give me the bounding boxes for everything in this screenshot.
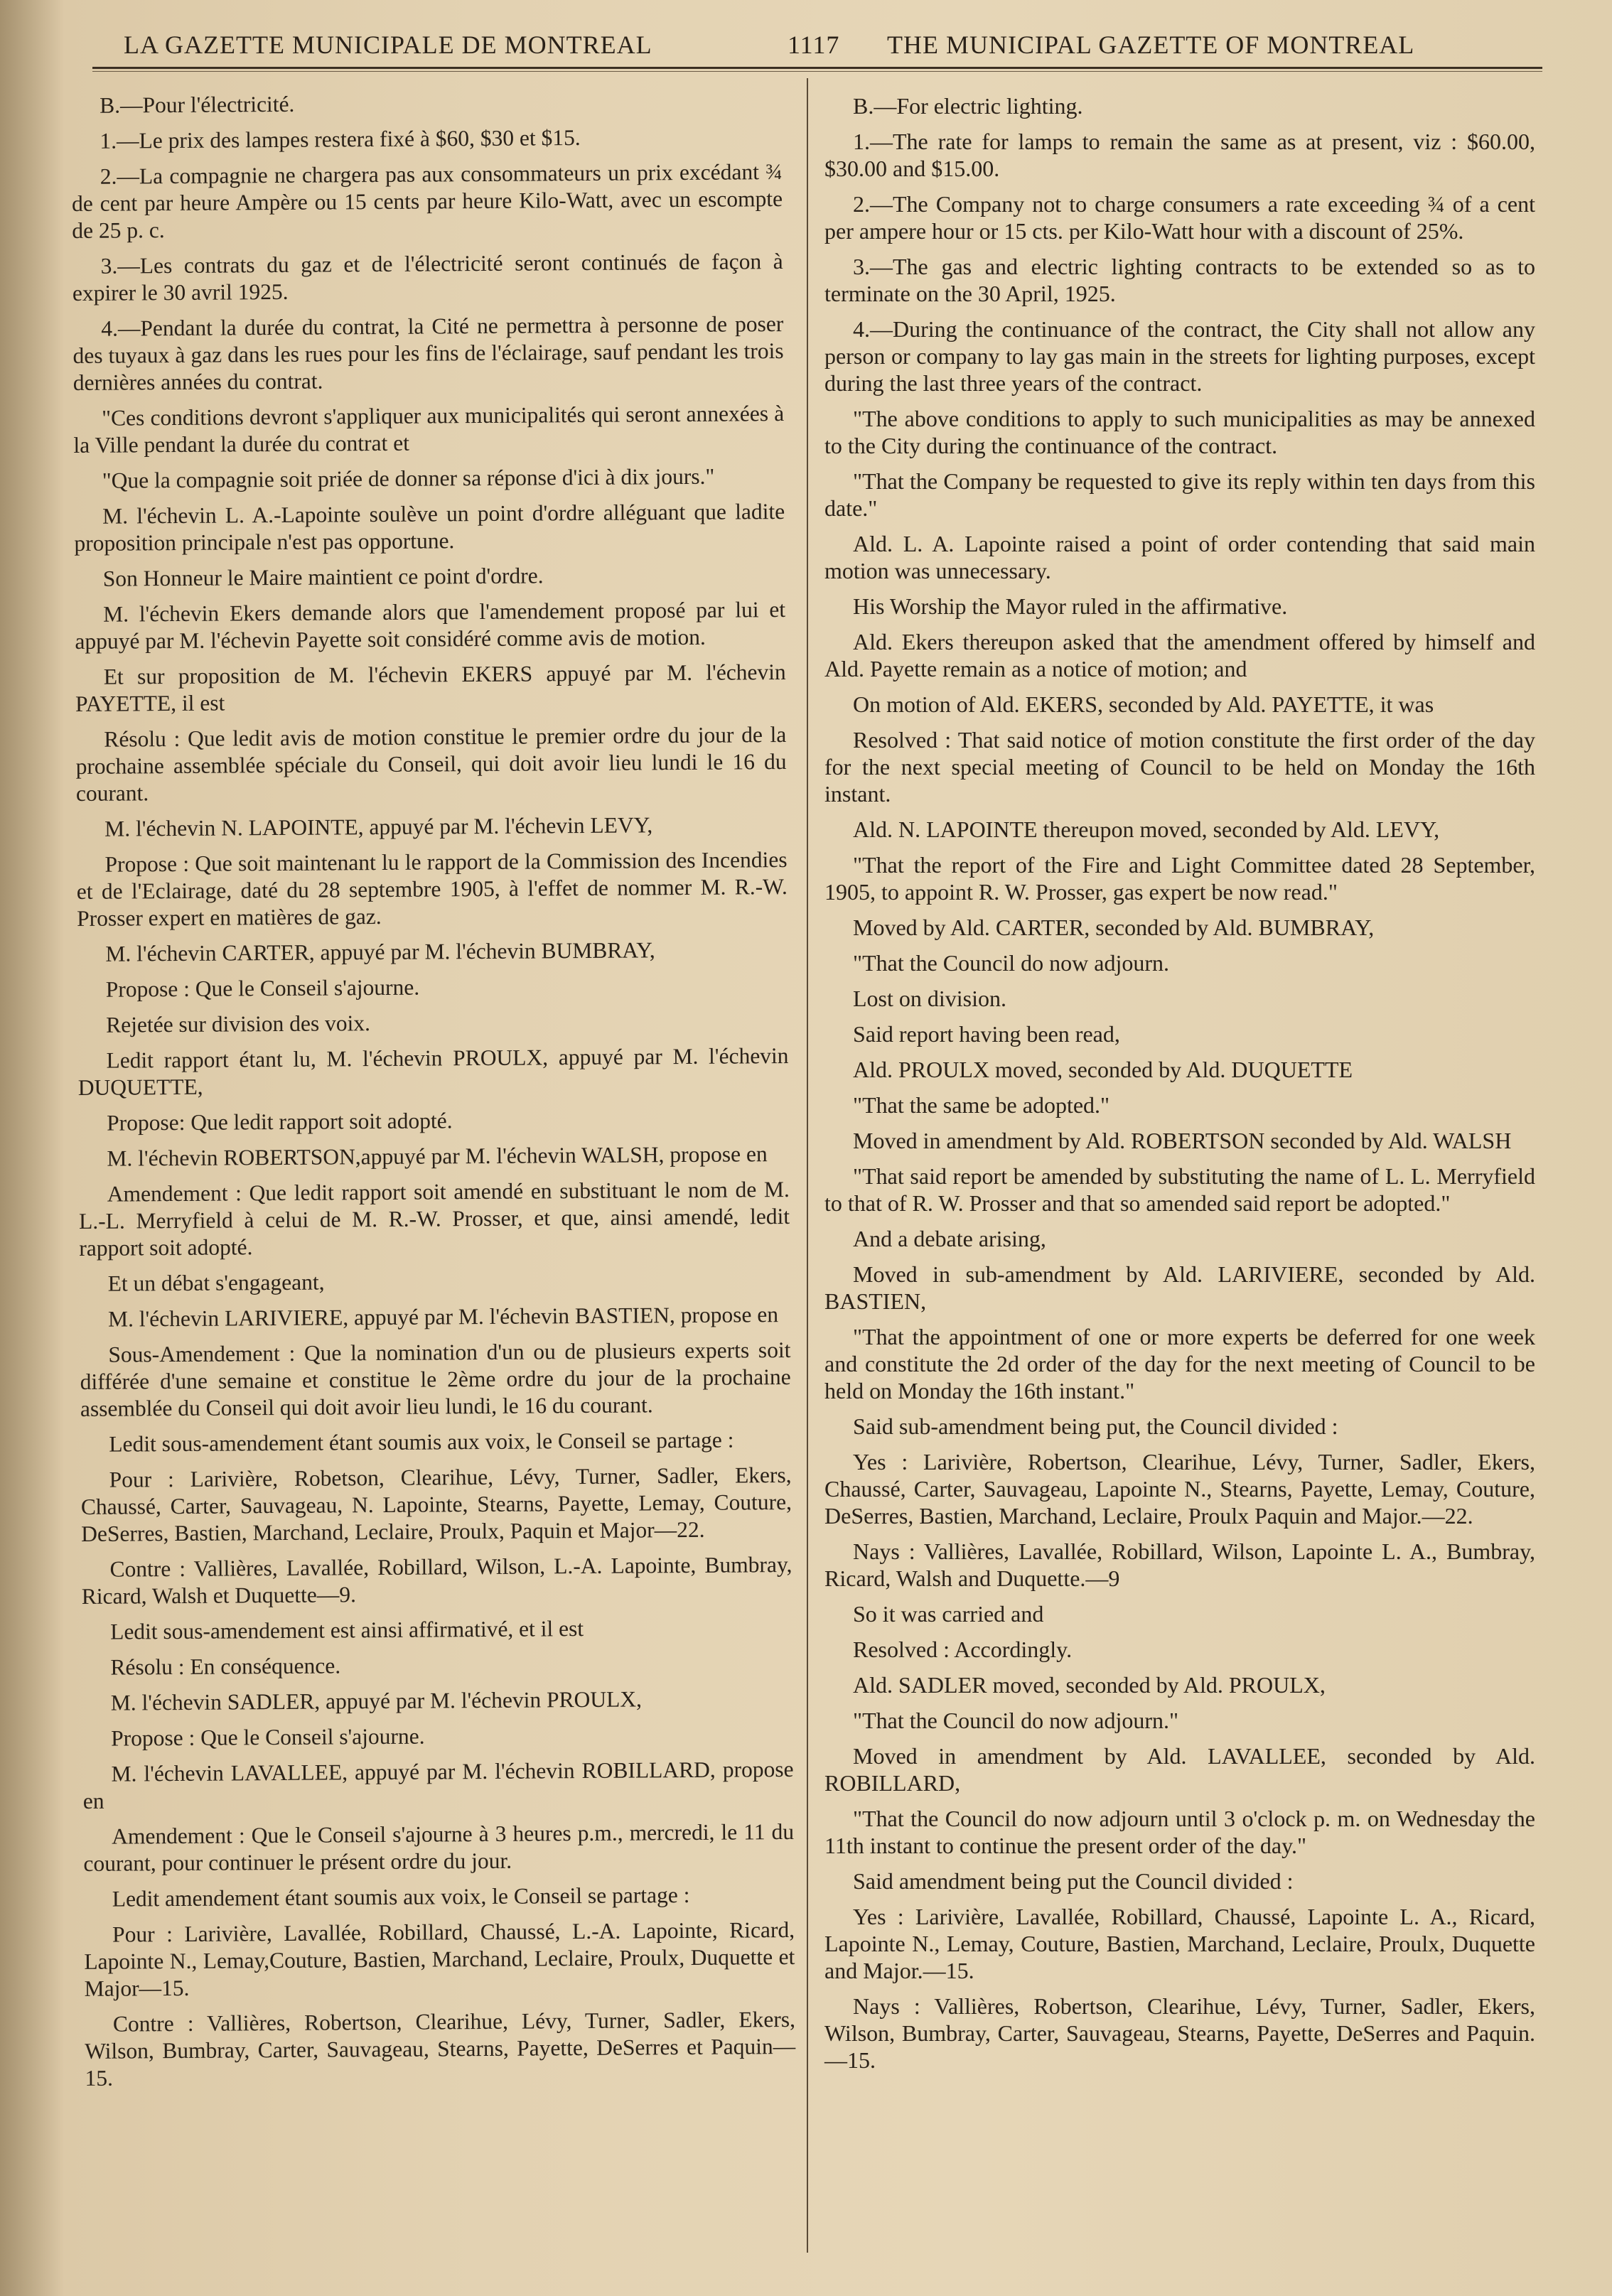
- french-paragraph: Pour : Larivière, Lavallée, Robillard, Chaussé, L.-A. Lapointe, Ricard, Lapointe N., Lemay,Couture, Bastien, Marchand, Leclaire, Proulx, Duquette et Major—15.: [84, 1917, 795, 2001]
- french-paragraph: Propose : Que soit maintenant lu le rapport de la Commission des Incendies et de l'Eclairage, daté du 28 septembre 1905, à l'effet de nommer M. R.-W. Prosser expert en matières de gaz.: [76, 846, 788, 931]
- english-paragraph: 1.—The rate for lamps to remain the same as at present, viz : $60.00, $30.00 and $15.00.: [824, 129, 1535, 181]
- english-paragraph: "That the Council do now adjourn.: [853, 950, 1169, 976]
- english-paragraph: Lost on division.: [853, 986, 1007, 1011]
- french-paragraph: Amendement : Que ledit rapport soit amendé en substituant le nom de M. L.-L. Merryfield à celui de M. R.-W. Prosser, et que, ainsi amendé, ledit rapport soit adopté.: [78, 1176, 790, 1261]
- english-paragraph: Said amendment being put the Council divided :: [853, 1868, 1294, 1894]
- english-paragraph: Moved in amendment by Ald. ROBERTSON seconded by Ald. WALSH: [853, 1128, 1512, 1153]
- english-paragraph: "That the Council do now adjourn.": [853, 1708, 1179, 1733]
- french-paragraph: M. l'échevin L. A.-Lapointe soulève un point d'ordre alléguant que ladite proposition principale n'est pas opportune.: [74, 499, 785, 556]
- french-paragraph: M. l'échevin ROBERTSON,appuyé par M. l'échevin WALSH, propose en: [107, 1141, 768, 1171]
- french-paragraph: M. l'échevin LARIVIERE, appuyé par M. l'échevin BASTIEN, propose en: [107, 1302, 779, 1332]
- french-paragraph: Amendement : Que le Conseil s'ajourne à 3 heures p.m., mercredi, le 11 du courant, pour continuer le présent ordre du jour.: [83, 1818, 795, 1876]
- french-paragraph: Sous-Amendement : Que la nomination d'un ou de plusieurs experts soit différée d'une semaine et constitue le 2ème ordre du jour de la prochaine assemblée du Conseil qui doit avoir lieu lundi, le 16 du courant.: [80, 1337, 791, 1421]
- english-paragraph: His Worship the Mayor ruled in the affirmative.: [853, 593, 1288, 619]
- english-column: [824, 92, 1535, 2082]
- french-paragraph: 3.—Les contrats du gaz et de l'électricité seront continués de façon à expirer le 30 avril 1925.: [72, 249, 783, 306]
- french-paragraph: Propose : Que le Conseil s'ajourne.: [111, 1723, 425, 1751]
- english-paragraph: Ald. N. LAPOINTE thereupon moved, seconded by Ald. LEVY,: [853, 816, 1440, 842]
- running-header: [107, 24, 1528, 71]
- french-paragraph: Son Honneur le Maire maintient ce point d'ordre.: [102, 563, 544, 591]
- french-paragraph: Résolu : En conséquence.: [110, 1653, 341, 1680]
- header-rule-thin: [92, 71, 1542, 72]
- french-paragraph: Et un débat s'engageant,: [107, 1269, 325, 1296]
- english-paragraph: 2.—The Company not to charge consumers a rate exceeding ¾ of a cent per ampere hour or 15 cts. per Kilo-Watt hour with a discount of 25%.: [824, 191, 1535, 244]
- page-number: 1117: [788, 31, 840, 59]
- french-paragraph: Pour : Larivière, Robetson, Clearihue, Lévy, Turner, Sadler, Ekers, Chaussé, Carter, Sauvageau, N. Lapointe, Stearns, Payette, Lemay, Couture, DeSerres, Bastien, Marchand, Leclaire, Proulx, Paquin et Major—22.: [80, 1462, 792, 1546]
- french-paragraph: Contre : Vallières, Robertson, Clearihue, Lévy, Turner, Sadler, Ekers, Wilson, Bumbray, Carter, Sauvageau, Stearns, Payette, DeSerres et Paquin—15.: [85, 2006, 796, 2091]
- english-paragraph: Moved in amendment by Ald. LAVALLEE, seconded by Ald. ROBILLARD,: [824, 1743, 1535, 1796]
- french-paragraph: Contre : Vallières, Lavallée, Robillard, Wilson, L.-A. Lapointe, Bumbray, Ricard, Walsh et Duquette—9.: [81, 1551, 792, 1609]
- english-paragraph: 4.—During the continuance of the contract, the City shall not allow any person or company to lay gas main in the streets for lighting purposes, except during the last three years of the contract.: [824, 316, 1535, 396]
- english-paragraph: "That the Company be requested to give its reply within ten days from this date.": [824, 468, 1535, 521]
- french-paragraph: "Ces conditions devront s'appliquer aux municipalités qui seront annexées à la Ville pendant la durée du contrat et: [73, 401, 785, 458]
- english-paragraph: Ald. L. A. Lapointe raised a point of order contending that said main motion was unnecessary.: [824, 531, 1535, 583]
- binding-shadow: [0, 0, 64, 2296]
- english-paragraph: "That the report of the Fire and Light Committee dated 28 September, 1905, to appoint R. W. Prosser, gas expert be now read.": [824, 852, 1535, 905]
- french-paragraph: Ledit sous-amendement étant soumis aux voix, le Conseil se partage :: [109, 1427, 734, 1457]
- english-paragraph: Resolved : Accordingly.: [853, 1637, 1073, 1662]
- english-paragraph: "That said report be amended by substituting the name of L. L. Merryfield to that of R. W. Prosser and that so amended said report be adopted.": [824, 1163, 1535, 1216]
- english-paragraph: Yes : Larivière, Robertson, Clearihue, Lévy, Turner, Sadler, Ekers, Chaussé, Carter, Sauvageau, Lapointe N., Stearns, Payette, Lemay, Couture, DeSerres, Bastien, Marchand, Leclaire, Proulx Paquin and Major.—22.: [824, 1449, 1535, 1529]
- english-paragraph: Said report having been read,: [853, 1021, 1120, 1047]
- english-paragraph: Ald. Ekers thereupon asked that the amendment offered by himself and Ald. Payette remain as a notice of motion; and: [824, 629, 1535, 681]
- french-paragraph: Ledit sous-amendement est ainsi affirmativé, et il est: [110, 1616, 584, 1644]
- french-paragraph: 4.—Pendant la durée du contrat, la Cité ne permettra à personne de poser des tuyaux à gaz dans les rues pour les fins de l'éclairage, sauf pendant les trois dernières années du contrat.: [72, 311, 784, 395]
- french-paragraph: Ledit rapport étant lu, M. l'échevin PROULX, appuyé par M. l'échevin DUQUETTE,: [77, 1042, 789, 1100]
- english-paragraph: On motion of Ald. EKERS, seconded by Ald. PAYETTE, it was: [853, 691, 1434, 717]
- english-paragraph: Resolved : That said notice of motion constitute the first order of the day for the next special meeting of Council to be held on Monday the 16th instant.: [824, 727, 1535, 807]
- french-paragraph: 1.—Le prix des lampes restera fixé à $60, $30 et $15.: [100, 124, 581, 153]
- english-paragraph: "That the same be adopted.": [853, 1092, 1110, 1118]
- english-paragraph: "The above conditions to apply to such municipalities as may be annexed to the City during the continuance of the contract.: [824, 406, 1535, 458]
- french-paragraph: M. l'échevin SADLER, appuyé par M. l'échevin PROULX,: [110, 1686, 643, 1715]
- english-paragraph: Moved by Ald. CARTER, seconded by Ald. BUMBRAY,: [853, 915, 1375, 940]
- english-paragraph: "That the Council do now adjourn until 3 o'clock p. m. on Wednesday the 11th instant to continue the present order of the day.": [824, 1806, 1535, 1858]
- french-paragraph: M. l'échevin Ekers demande alors que l'amendement proposé par lui et appuyé par M. l'échevin Payette soit considéré comme avis de motion.: [75, 597, 786, 654]
- header-rule: [92, 67, 1542, 69]
- french-paragraph: Résolu : Que ledit avis de motion constitue le premier ordre du jour de la prochaine assemblée spéciale du Conseil, qui doit avoir lieu lundi le 16 du courant.: [75, 721, 787, 806]
- french-paragraph: B.—Pour l'électricité.: [100, 91, 295, 118]
- english-paragraph: Yes : Larivière, Lavallée, Robillard, Chaussé, Lapointe L. A., Ricard, Lapointe N., Lemay, Couture, Bastien, Marchand, Leclaire, Proulx, Duquette and Major.—15.: [824, 1904, 1535, 1983]
- french-paragraph: Ledit amendement étant soumis aux voix, le Conseil se partage :: [112, 1882, 690, 1912]
- english-paragraph: Nays : Vallières, Lavallée, Robillard, Wilson, Lapointe L. A., Bumbray, Ricard, Walsh and Duquette.—9: [824, 1538, 1535, 1591]
- french-paragraph: M. l'échevin CARTER, appuyé par M. l'échevin BUMBRAY,: [105, 937, 655, 966]
- french-paragraph: M. l'échevin N. LAPOINTE, appuyé par M. l'échevin LEVY,: [104, 812, 653, 841]
- english-paragraph: "That the appointment of one or more experts be deferred for one week and constitute the 2d order of the day for the next meeting of Council to be held on Monday the 16th instant.": [824, 1324, 1535, 1403]
- french-paragraph: "Que la compagnie soit priée de donner sa réponse d'ici à dix jours.": [102, 463, 715, 493]
- french-paragraph: Propose: Que ledit rapport soit adopté.: [107, 1108, 453, 1136]
- english-paragraph: B.—For electric lighting.: [853, 93, 1083, 119]
- french-paragraph: M. l'échevin LAVALLEE, appuyé par M. l'échevin ROBILLARD, propose en: [82, 1756, 794, 1813]
- header-english-title: THE MUNICIPAL GAZETTE OF MONTREAL: [887, 31, 1415, 59]
- french-paragraph: Rejetée sur division des voix.: [106, 1010, 371, 1037]
- english-paragraph: Said sub-amendment being put, the Council divided :: [853, 1413, 1338, 1439]
- french-paragraph: Et sur proposition de M. l'échevin EKERS appuyé par M. l'échevin PAYETTE, il est: [75, 659, 786, 716]
- english-paragraph: Nays : Vallières, Robertson, Clearihue, Lévy, Turner, Sadler, Ekers, Wilson, Bumbray, Carter, Sauvageau, Stearns, Payette, DeSerres and Paquin.—15.: [824, 1993, 1535, 2073]
- english-paragraph: Ald. SADLER moved, seconded by Ald. PROULX,: [853, 1672, 1326, 1698]
- column-divider: [807, 78, 808, 2253]
- french-paragraph: Propose : Que le Conseil s'ajourne.: [105, 974, 420, 1002]
- english-paragraph: Moved in sub-amendment by Ald. LARIVIERE, seconded by Ald. BASTIEN,: [824, 1261, 1535, 1314]
- header-french-title: LA GAZETTE MUNICIPALE DE MONTREAL: [124, 31, 652, 59]
- french-column: [71, 87, 796, 2101]
- english-paragraph: So it was carried and: [853, 1601, 1044, 1627]
- english-paragraph: And a debate arising,: [853, 1226, 1046, 1251]
- english-paragraph: Ald. PROULX moved, seconded by Ald. DUQUETTE: [853, 1057, 1353, 1082]
- french-paragraph: 2.—La compagnie ne chargera pas aux consommateurs un prix excédant ¾ de cent par heure Ampère ou 15 cents par heure Kilo-Watt, avec un escompte de 25 p. c.: [71, 159, 783, 243]
- english-paragraph: 3.—The gas and electric lighting contracts to be extended so as to terminate on the 30 April, 1925.: [824, 254, 1535, 306]
